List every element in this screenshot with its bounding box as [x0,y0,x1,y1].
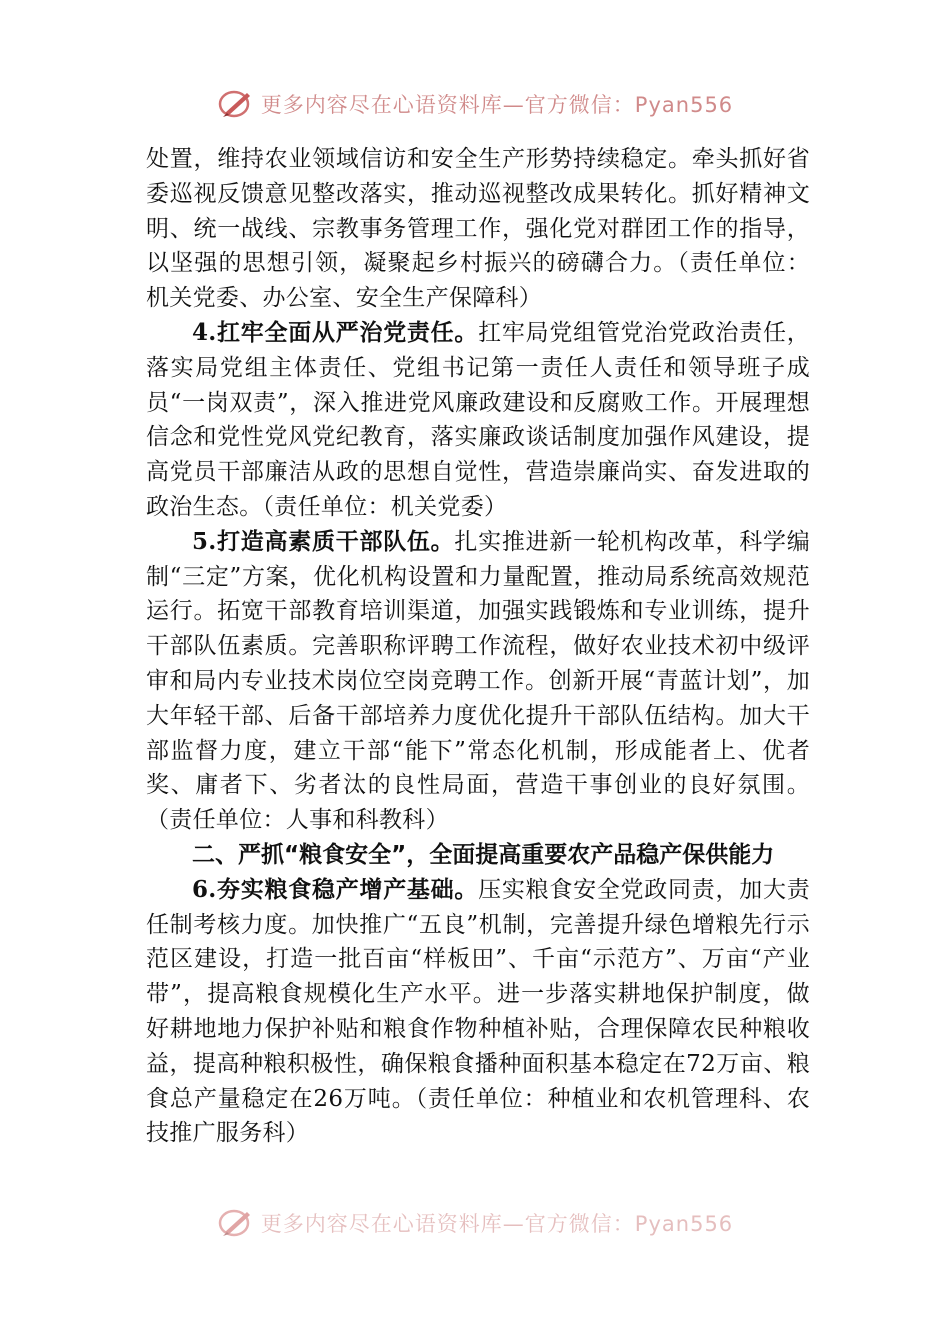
item-6-title: 6.夯实粮食稳产增产基础。 [192,875,479,903]
watermark-text: 更多内容尽在心语资料库—官方微信：Pyan556 [260,1212,734,1236]
watermark-text: 更多内容尽在心语资料库—官方微信：Pyan556 [260,93,734,117]
item-4-body: 扛牢局党组管党治党政治责任，落实局党组主体责任、党组书记第一责任人责任和领导班子成员“一岗双责”，深入推进党风廉政建设和反腐败工作。开展理想信念和党性党风党纪教育，落实廉政谈话制度加强作风建设，提高党员干部廉洁从政的思想自觉性，营造崇廉尚实、奋发进取的政治生态。（责任单位：机关党委） [146,319,810,520]
pen-logo-icon [217,1206,255,1240]
watermark-header [0,84,950,124]
item-5-title: 5.打造高素质干部队伍。 [192,527,455,555]
paragraph-item-6 [146,873,810,1151]
item-5-body: 扎实推进新一轮机构改革，科学编制“三定”方案，优化机构设置和力量配置，推动局系统高效规范运行。拓宽干部教育培训渠道，加强实践锻炼和专业训练，提升干部队伍素质。完善职称评聘工作流程，做好农业技术初中级评审和局内专业技术岗位空岗竞聘工作。创新开展“青蓝计划”，加大年轻干部、后备干部培养力度优化提升干部队伍结构。加大干部监督力度，建立干部“能下”常态化机制，形成能者上、优者奖、庸者下、劣者汰的良性局面，营造干事创业的良好氛围。（责任单位：人事和科教科） [146,528,810,834]
item-4-title: 4.扛牢全面从严治党责任。 [192,318,479,346]
pen-logo-icon [217,87,255,121]
paragraph-item-4 [146,316,810,525]
watermark-footer [0,1203,950,1243]
document-body [146,142,810,1151]
section-heading: 二、严抓“粮食安全”，全面提高重要农产品稳产保供能力 [192,841,775,868]
item-6-body: 压实粮食安全党政同责，加大责任制考核力度。加快推广“五良”机制，完善提升绿色增粮先行示范区建设，打造一批百亩“样板田”、千亩“示范方”、万亩“产业带”，提高粮食规模化生产水平。进一步落实耕地保护制度，做好耕地地力保护补贴和粮食作物种植补贴，合理保障农民种粮收益，提高种粮积极性，确保粮食播种面积基本稳定在72万亩、粮食总产量稳定在26万吨。（责任单位：种植业和农机管理科、农技推广服务科） [146,876,810,1147]
paragraph-continuation: 处置，维持农业领域信访和安全生产形势持续稳定。牵头抓好省委巡视反馈意见整改落实，推动巡视整改成果转化。抓好精神文明、统一战线、宗教事务管理工作，强化党对群团工作的指导，以坚强的思想引领，凝聚起乡村振兴的磅礴合力。（责任单位：机关党委、办公室、安全生产保障科） [146,146,810,312]
paragraph-item-5 [146,525,810,838]
